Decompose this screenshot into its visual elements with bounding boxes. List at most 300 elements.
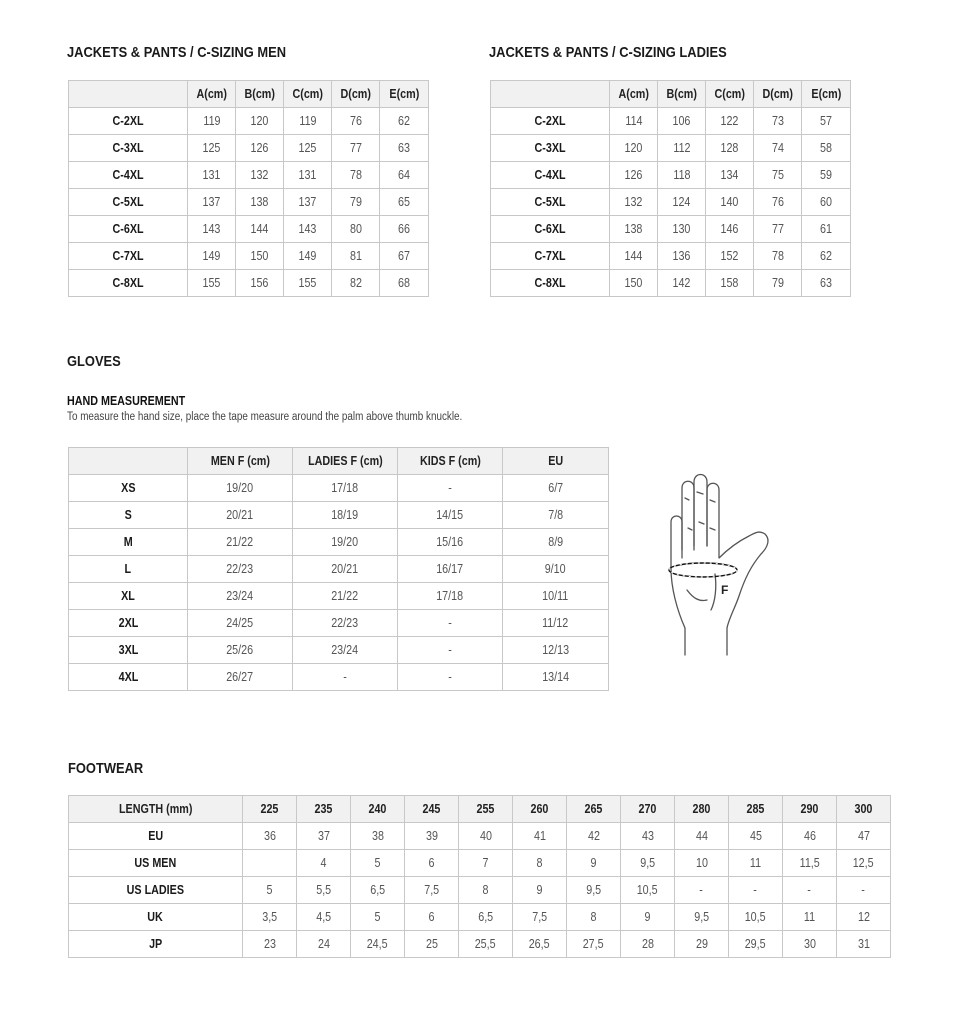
cell-value: 4XL <box>118 670 138 684</box>
cell-value: 138 <box>624 222 643 236</box>
table-cell <box>188 583 293 610</box>
column-header-label: E(cm) <box>389 87 419 101</box>
table-cell <box>351 931 405 958</box>
column-header-label: D(cm) <box>340 87 371 101</box>
cell-value: C-7XL <box>534 249 566 263</box>
cell-value: 9 <box>590 856 597 870</box>
row-label <box>69 583 188 610</box>
table-cell <box>754 162 802 189</box>
table-cell <box>188 637 293 664</box>
table-cell <box>284 189 332 216</box>
row-label <box>491 216 610 243</box>
cell-value: 44 <box>695 829 708 843</box>
table-cell <box>293 529 398 556</box>
table-cell <box>188 108 236 135</box>
cell-value: S <box>124 508 132 522</box>
table-cell <box>405 931 459 958</box>
table-cell <box>802 189 851 216</box>
table-cell <box>188 216 236 243</box>
table-row <box>491 162 851 189</box>
table-cell <box>243 904 297 931</box>
table-cell <box>513 823 567 850</box>
cell-value: 9,5 <box>586 883 601 897</box>
cell-value: 143 <box>202 222 221 236</box>
header-row <box>69 81 429 108</box>
column-header <box>837 796 891 823</box>
table-cell <box>459 931 513 958</box>
cell-value: - <box>753 883 758 897</box>
hand-diagram-label: F <box>721 583 729 597</box>
cell-value: 37 <box>317 829 330 843</box>
cell-value: 132 <box>250 168 269 182</box>
table-cell <box>188 556 293 583</box>
cell-value: 43 <box>641 829 654 843</box>
column-header <box>567 796 621 823</box>
cell-value: 24,5 <box>367 937 388 951</box>
cell-value: 65 <box>398 195 410 209</box>
table-cell <box>380 243 429 270</box>
table-cell <box>658 216 706 243</box>
table-cell <box>188 610 293 637</box>
column-header-label: 245 <box>422 802 441 816</box>
cell-value: 126 <box>624 168 643 182</box>
cell-value: 10/11 <box>542 589 569 603</box>
table-cell <box>567 850 621 877</box>
cell-value: 77 <box>349 141 362 155</box>
cell-value: 11 <box>803 910 816 924</box>
column-header <box>351 796 405 823</box>
table-row <box>69 904 891 931</box>
cell-value: 78 <box>349 168 362 182</box>
footwear-title: FOOTWEAR <box>68 760 144 777</box>
row-label <box>491 189 610 216</box>
column-header-label: MEN F (cm) <box>210 454 270 468</box>
cell-value: 120 <box>624 141 643 155</box>
cell-value: 30 <box>803 937 816 951</box>
table-row <box>69 529 609 556</box>
cell-value: 82 <box>349 276 362 290</box>
column-header-label: 240 <box>368 802 387 816</box>
cell-value: 63 <box>398 141 410 155</box>
table-cell <box>188 189 236 216</box>
table-cell <box>188 664 293 691</box>
cell-value: 138 <box>250 195 269 209</box>
hand-measurement-diagram <box>655 470 790 660</box>
cell-value: 7,5 <box>532 910 547 924</box>
cell-value: 29,5 <box>745 937 766 951</box>
cell-value: 23 <box>263 937 276 951</box>
row-label <box>491 243 610 270</box>
table-cell <box>332 243 380 270</box>
table-row <box>69 270 429 297</box>
table-row <box>69 162 429 189</box>
table-cell <box>236 216 284 243</box>
cell-value: 42 <box>587 829 600 843</box>
cell-value: 6/7 <box>548 481 563 495</box>
table-cell <box>706 189 754 216</box>
cell-value: C-5XL <box>534 195 566 209</box>
table-cell <box>297 931 351 958</box>
column-header <box>380 81 429 108</box>
cell-value: 120 <box>250 114 269 128</box>
table-cell <box>236 135 284 162</box>
table-row <box>69 931 891 958</box>
row-label <box>69 270 188 297</box>
cell-value: 149 <box>298 249 317 263</box>
table-cell <box>802 135 851 162</box>
column-header <box>783 796 837 823</box>
cell-value: 10,5 <box>745 910 766 924</box>
cell-value: 81 <box>349 249 362 263</box>
cell-value: 11 <box>749 856 762 870</box>
cell-value: 6,5 <box>370 883 385 897</box>
cell-value: 16/17 <box>436 562 464 576</box>
table-row <box>69 243 429 270</box>
table-cell <box>380 135 429 162</box>
cell-value: 9/10 <box>545 562 566 576</box>
column-header-label: 300 <box>854 802 873 816</box>
column-header <box>621 796 675 823</box>
table-row <box>491 189 851 216</box>
row-label <box>491 162 610 189</box>
table-cell <box>567 931 621 958</box>
table-cell <box>398 583 503 610</box>
table-cell <box>351 877 405 904</box>
row-label <box>69 664 188 691</box>
table-cell <box>621 823 675 850</box>
cell-value: XL <box>121 589 135 603</box>
table-cell <box>729 904 783 931</box>
table-cell <box>332 270 380 297</box>
table-cell <box>293 556 398 583</box>
row-label <box>69 243 188 270</box>
cell-value: 3XL <box>118 643 138 657</box>
cell-value: 20/21 <box>331 562 359 576</box>
table-cell <box>503 610 609 637</box>
cell-value: - <box>448 643 452 657</box>
table-cell <box>503 556 609 583</box>
table-cell <box>405 877 459 904</box>
cell-value: 40 <box>479 829 492 843</box>
table-cell <box>293 583 398 610</box>
table-cell <box>236 243 284 270</box>
table-cell <box>332 216 380 243</box>
cell-value: 46 <box>803 829 816 843</box>
cell-value: 28 <box>641 937 654 951</box>
cell-value: C-2XL <box>534 114 566 128</box>
column-header <box>610 81 658 108</box>
column-header-label: A(cm) <box>196 87 227 101</box>
header-row <box>69 448 609 475</box>
cell-value: 74 <box>771 141 784 155</box>
table-cell <box>297 877 351 904</box>
table-cell <box>398 556 503 583</box>
cell-value: 39 <box>425 829 438 843</box>
table-cell <box>658 108 706 135</box>
table-cell <box>284 243 332 270</box>
table-cell <box>284 216 332 243</box>
cell-value: 142 <box>672 276 691 290</box>
column-header <box>503 448 609 475</box>
header-row <box>491 81 851 108</box>
table-cell <box>293 637 398 664</box>
table-cell <box>398 475 503 502</box>
table-cell <box>284 108 332 135</box>
table-cell <box>837 904 891 931</box>
table-cell <box>188 502 293 529</box>
table-cell <box>658 270 706 297</box>
cell-value: 24/25 <box>226 616 254 630</box>
cell-value: 5 <box>374 910 381 924</box>
table-cell <box>236 162 284 189</box>
column-header <box>802 81 851 108</box>
cell-value: - <box>448 670 452 684</box>
table-cell <box>513 931 567 958</box>
table-cell <box>459 850 513 877</box>
cell-value: 155 <box>298 276 317 290</box>
row-label <box>491 135 610 162</box>
cell-value: 38 <box>371 829 384 843</box>
column-header-label: 265 <box>584 802 603 816</box>
cell-value: C-6XL <box>112 222 144 236</box>
cell-value: UK <box>147 910 164 924</box>
cell-value: 6 <box>428 856 435 870</box>
table-cell <box>783 904 837 931</box>
gloves-table <box>68 447 609 691</box>
column-header <box>754 81 802 108</box>
cell-value: 79 <box>349 195 362 209</box>
table-cell <box>706 108 754 135</box>
table-cell <box>243 850 297 877</box>
column-header-label: LENGTH (mm) <box>118 802 193 816</box>
cell-value: 12 <box>857 910 870 924</box>
table-cell <box>188 135 236 162</box>
table-cell <box>621 850 675 877</box>
cell-value: 24 <box>317 937 330 951</box>
table-cell <box>188 529 293 556</box>
row-label <box>69 877 243 904</box>
cell-value: 5,5 <box>316 883 331 897</box>
row-label <box>69 904 243 931</box>
table-cell <box>332 108 380 135</box>
table-cell <box>658 162 706 189</box>
table-cell <box>398 637 503 664</box>
cell-value: 150 <box>624 276 643 290</box>
table-cell <box>297 823 351 850</box>
table-cell <box>293 475 398 502</box>
table-cell <box>783 931 837 958</box>
table-cell <box>380 108 429 135</box>
table-cell <box>332 135 380 162</box>
cell-value: C-6XL <box>534 222 566 236</box>
row-label <box>491 270 610 297</box>
cell-value: C-3XL <box>112 141 144 155</box>
cell-value: 23/24 <box>226 589 254 603</box>
cell-value: 17/18 <box>331 481 359 495</box>
cell-value: 149 <box>202 249 221 263</box>
row-label <box>69 216 188 243</box>
table-cell <box>503 475 609 502</box>
table-row <box>69 502 609 529</box>
cell-value: 124 <box>672 195 691 209</box>
cell-value: 125 <box>202 141 221 155</box>
table-row <box>69 556 609 583</box>
table-cell <box>332 162 380 189</box>
table-cell <box>297 850 351 877</box>
table-cell <box>675 931 729 958</box>
cell-value: M <box>123 535 133 549</box>
table-cell <box>188 243 236 270</box>
cell-value: - <box>807 883 812 897</box>
table-cell <box>503 529 609 556</box>
header-corner <box>491 81 610 108</box>
cell-value: 112 <box>672 141 691 155</box>
cell-value: 5 <box>266 883 273 897</box>
cell-value: 19/20 <box>331 535 359 549</box>
cell-value: 17/18 <box>436 589 464 603</box>
cell-value: 9,5 <box>694 910 709 924</box>
table-cell <box>754 135 802 162</box>
table-cell <box>243 931 297 958</box>
table-cell <box>675 850 729 877</box>
cell-value: 140 <box>720 195 739 209</box>
table-cell <box>729 877 783 904</box>
cell-value: 131 <box>202 168 221 182</box>
cell-value: 150 <box>250 249 269 263</box>
row-label <box>491 108 610 135</box>
table-cell <box>380 162 429 189</box>
cell-value: 10 <box>695 856 708 870</box>
row-label <box>69 189 188 216</box>
table-cell <box>380 216 429 243</box>
column-header <box>332 81 380 108</box>
table-row <box>69 475 609 502</box>
column-header-label: 285 <box>746 802 765 816</box>
cell-value: 146 <box>720 222 739 236</box>
table-cell <box>503 583 609 610</box>
table-cell <box>610 135 658 162</box>
cell-value: C-3XL <box>534 141 566 155</box>
cell-value: 78 <box>771 249 784 263</box>
row-label <box>69 502 188 529</box>
cell-value: 29 <box>695 937 708 951</box>
footwear-table <box>68 795 891 958</box>
table-cell <box>351 823 405 850</box>
column-header-label: D(cm) <box>762 87 793 101</box>
cell-value: 137 <box>298 195 317 209</box>
cell-value: 8 <box>536 856 543 870</box>
table-cell <box>297 904 351 931</box>
cell-value: 7,5 <box>424 883 439 897</box>
column-header <box>236 81 284 108</box>
cell-value: 12,5 <box>853 856 874 870</box>
row-label <box>69 162 188 189</box>
row-label <box>69 475 188 502</box>
hand-measurement-heading: HAND MEASUREMENT <box>67 394 186 408</box>
cell-value: 60 <box>820 195 832 209</box>
table-row <box>69 637 609 664</box>
table-row <box>69 216 429 243</box>
cell-value: 136 <box>672 249 691 263</box>
column-header-label: C(cm) <box>292 87 323 101</box>
cell-value: C-7XL <box>112 249 144 263</box>
cell-value: 79 <box>771 276 784 290</box>
table-cell <box>675 823 729 850</box>
column-header <box>706 81 754 108</box>
cell-value: 25,5 <box>475 937 496 951</box>
cell-value: C-4XL <box>534 168 566 182</box>
column-header-label: LADIES F (cm) <box>307 454 383 468</box>
table-cell <box>706 162 754 189</box>
column-header-label: A(cm) <box>618 87 649 101</box>
cell-value: 137 <box>202 195 221 209</box>
cell-value: 61 <box>820 222 832 236</box>
cell-value: 26,5 <box>529 937 550 951</box>
table-cell <box>621 877 675 904</box>
cell-value: 9 <box>536 883 543 897</box>
cell-value: 119 <box>298 114 317 128</box>
cell-value: 25 <box>425 937 438 951</box>
cell-value: 62 <box>820 249 832 263</box>
column-header-label: 270 <box>638 802 657 816</box>
cell-value: 128 <box>720 141 739 155</box>
column-header <box>405 796 459 823</box>
table-cell <box>754 108 802 135</box>
table-cell <box>754 216 802 243</box>
table-cell <box>610 270 658 297</box>
cell-value: L <box>124 562 132 576</box>
cell-value: 15/16 <box>436 535 464 549</box>
table-cell <box>293 610 398 637</box>
table-cell <box>802 243 851 270</box>
cell-value: 152 <box>720 249 739 263</box>
table-cell <box>332 189 380 216</box>
table-cell <box>284 162 332 189</box>
table-cell <box>610 108 658 135</box>
cell-value: 5 <box>374 856 381 870</box>
cell-value: 143 <box>298 222 317 236</box>
table-cell <box>398 664 503 691</box>
cell-value: 132 <box>624 195 643 209</box>
cell-value: C-4XL <box>112 168 144 182</box>
cell-value: 57 <box>820 114 832 128</box>
table-row <box>69 877 891 904</box>
table-cell <box>503 664 609 691</box>
cell-value: 4 <box>320 856 327 870</box>
cell-value: 155 <box>202 276 221 290</box>
cell-value: 10,5 <box>637 883 658 897</box>
cell-value: 122 <box>720 114 739 128</box>
column-header-label: EU <box>548 454 563 468</box>
table-cell <box>459 877 513 904</box>
cell-value: XS <box>120 481 136 495</box>
cell-value: 156 <box>250 276 269 290</box>
table-row <box>491 135 851 162</box>
table-cell <box>754 270 802 297</box>
table-cell <box>284 135 332 162</box>
row-label <box>69 637 188 664</box>
column-header-label: 260 <box>530 802 549 816</box>
cell-value: 22/23 <box>331 616 359 630</box>
cell-value: 67 <box>398 249 410 263</box>
table-cell <box>380 189 429 216</box>
table-cell <box>459 904 513 931</box>
cell-value: 6 <box>428 910 435 924</box>
table-row <box>69 135 429 162</box>
table-cell <box>754 243 802 270</box>
cell-value: - <box>448 481 452 495</box>
table-cell <box>837 877 891 904</box>
